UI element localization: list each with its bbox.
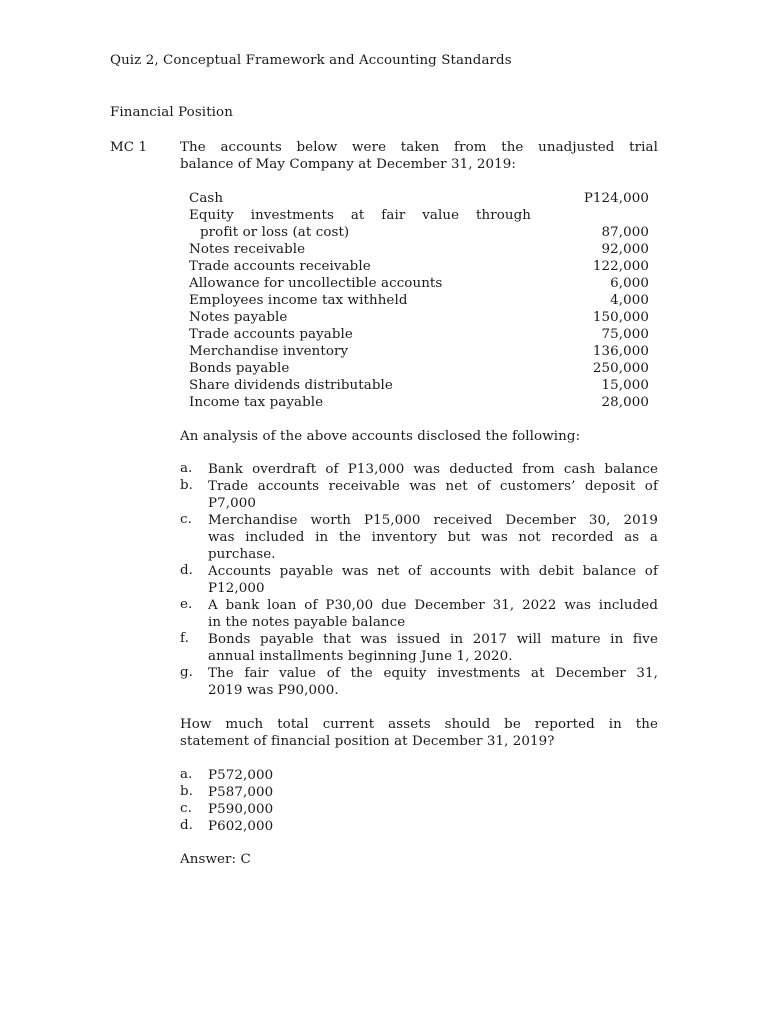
- choice-item: [180, 801, 658, 818]
- choice-marker: a.: [180, 767, 193, 782]
- question-number: MC 1: [110, 140, 148, 155]
- list-item-text: purchase.: [208, 547, 276, 562]
- question-prompt: [180, 716, 658, 750]
- account-name: profit or loss (at cost): [200, 225, 350, 240]
- list-item-text: Accounts payable was net of accounts with debit balance of: [208, 564, 658, 579]
- account-amount: 92,000: [601, 242, 649, 257]
- question-text-line: balance of May Company at December 31, 2019:: [180, 157, 517, 172]
- choice-marker: d.: [180, 818, 194, 833]
- account-amount: 75,000: [601, 327, 649, 342]
- list-item-text: Bonds payable that was issued in 2017 will mature in five: [208, 632, 658, 647]
- list-item: [180, 597, 658, 631]
- list-marker: e.: [180, 597, 193, 612]
- analysis-list: [180, 461, 658, 699]
- section-heading: Financial Position: [110, 105, 233, 120]
- account-name: Employees income tax withheld: [189, 293, 408, 308]
- list-item-text: Merchandise worth P15,000 received December 30, 2019: [208, 513, 658, 528]
- account-amount: 4,000: [610, 293, 649, 308]
- account-row: [189, 207, 649, 224]
- list-item: [180, 512, 658, 563]
- account-row: [189, 309, 649, 326]
- account-amount: 150,000: [592, 310, 649, 325]
- account-row: [189, 394, 649, 411]
- choice-text: P572,000: [208, 768, 274, 783]
- account-amount: 28,000: [601, 395, 649, 410]
- account-name: Trade accounts receivable: [189, 259, 371, 274]
- list-marker: g.: [180, 665, 194, 680]
- account-amount: 87,000: [601, 225, 649, 240]
- list-item-text: P7,000: [208, 496, 256, 511]
- account-row: [189, 360, 649, 377]
- question-text: [180, 139, 658, 173]
- question-text-line: The accounts below were taken from the unadjusted trial: [180, 140, 658, 155]
- list-marker: f.: [180, 631, 189, 646]
- list-item-text: P12,000: [208, 581, 265, 596]
- list-item: [180, 665, 658, 699]
- answer-choices: [180, 767, 658, 835]
- list-item-text: in the notes payable balance: [208, 615, 406, 630]
- list-item-text: Trade accounts receivable was net of customers’ deposit of: [208, 479, 658, 494]
- account-name: Bonds payable: [189, 361, 290, 376]
- question-prompt-line: statement of financial position at December 31, 2019?: [180, 734, 555, 749]
- account-amount: 122,000: [592, 259, 649, 274]
- account-name: Notes receivable: [189, 242, 306, 257]
- choice-marker: b.: [180, 784, 194, 799]
- account-row: [189, 224, 649, 241]
- list-marker: d.: [180, 563, 194, 578]
- list-marker: b.: [180, 478, 194, 493]
- account-amount: 15,000: [601, 378, 649, 393]
- list-item-text: The fair value of the equity investments at December 31,: [208, 666, 658, 681]
- account-row: [189, 377, 649, 394]
- account-name: Equity investments at fair value through: [189, 208, 531, 223]
- choice-item: [180, 818, 658, 835]
- account-name: Notes payable: [189, 310, 288, 325]
- document-title: Quiz 2, Conceptual Framework and Accounting Standards: [110, 53, 512, 68]
- account-row: [189, 343, 649, 360]
- account-name: Share dividends distributable: [189, 378, 393, 393]
- list-item: [180, 563, 658, 597]
- account-row: [189, 190, 649, 207]
- account-name: Trade accounts payable: [189, 327, 353, 342]
- account-row: [189, 326, 649, 343]
- choice-marker: c.: [180, 801, 192, 816]
- choice-text: P587,000: [208, 785, 274, 800]
- list-item-text: 2019 was P90,000.: [208, 683, 339, 698]
- question-prompt-line: How much total current assets should be reported in the: [180, 717, 658, 732]
- account-amount: P124,000: [583, 191, 649, 206]
- list-item: [180, 631, 658, 665]
- list-item: [180, 461, 658, 478]
- account-name: Income tax payable: [189, 395, 324, 410]
- account-row: [189, 258, 649, 275]
- choice-text: P602,000: [208, 819, 274, 834]
- account-name: Merchandise inventory: [189, 344, 349, 359]
- list-item-text: A bank loan of P30,00 due December 31, 2022 was included: [208, 598, 658, 613]
- account-amount: 136,000: [592, 344, 649, 359]
- analysis-intro: An analysis of the above accounts disclosed the following:: [180, 429, 581, 444]
- list-marker: c.: [180, 512, 192, 527]
- choice-item: [180, 767, 658, 784]
- list-item-text: Bank overdraft of P13,000 was deducted from cash balance: [208, 462, 658, 477]
- account-row: [189, 241, 649, 258]
- list-item: [180, 478, 658, 512]
- account-amount: 250,000: [592, 361, 649, 376]
- account-name: Cash: [189, 191, 224, 206]
- list-item-text: was included in the inventory but was not recorded as a: [208, 530, 658, 545]
- account-row: [189, 275, 649, 292]
- accounts-table: [189, 190, 649, 411]
- account-row: [189, 292, 649, 309]
- list-item-text: annual installments beginning June 1, 2020.: [208, 649, 513, 664]
- choice-text: P590,000: [208, 802, 274, 817]
- account-name: Allowance for uncollectible accounts: [189, 276, 443, 291]
- answer-key: Answer: C: [180, 852, 251, 867]
- list-marker: a.: [180, 461, 193, 476]
- account-amount: 6,000: [610, 276, 649, 291]
- choice-item: [180, 784, 658, 801]
